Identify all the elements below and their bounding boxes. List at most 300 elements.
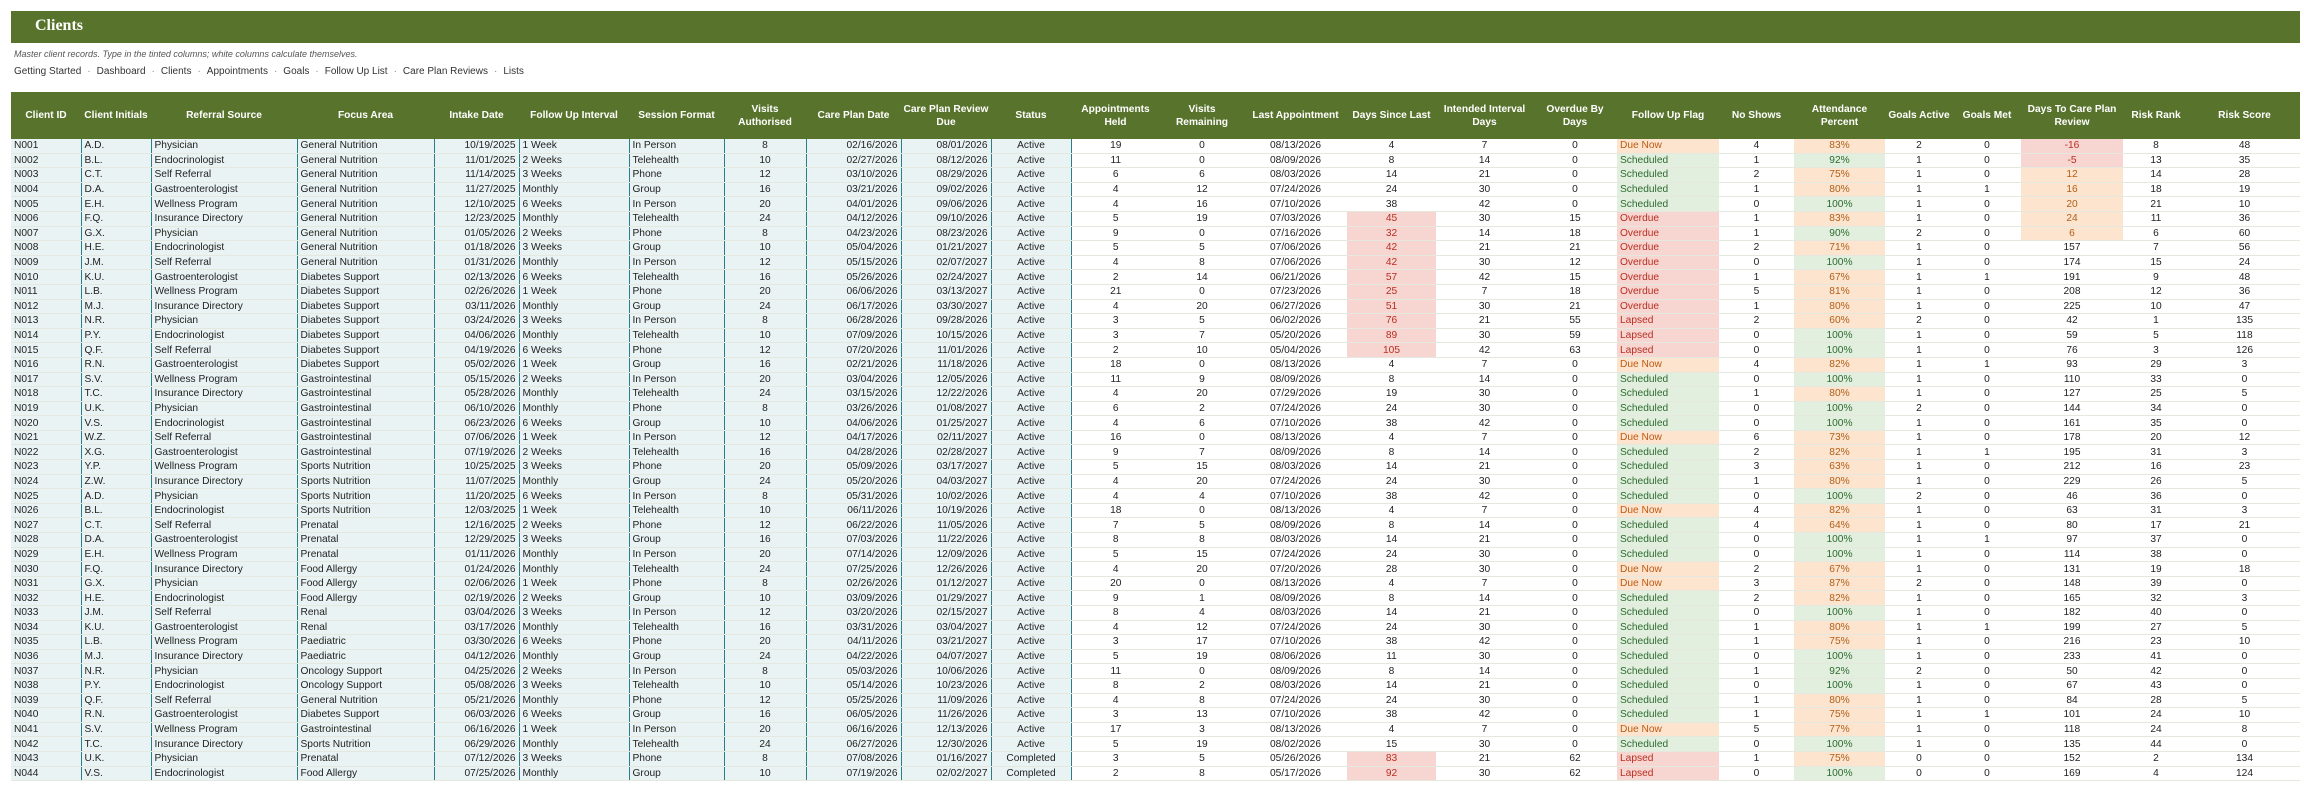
cell-care-plan-review-due[interactable]: 11/01/2026 <box>901 343 991 358</box>
cell-follow-up-interval[interactable]: 2 Weeks <box>519 445 629 460</box>
cell-client-id[interactable]: N034 <box>11 620 81 635</box>
cell-follow-up-interval[interactable]: 3 Weeks <box>519 751 629 766</box>
cell-follow-up-interval[interactable]: 6 Weeks <box>519 343 629 358</box>
cell-status[interactable]: Active <box>991 708 1071 723</box>
cell-visits-authorised[interactable]: 20 <box>724 722 806 737</box>
cell-follow-up-interval[interactable]: 1 Week <box>519 357 629 372</box>
cell-focus-area[interactable]: General Nutrition <box>297 211 434 226</box>
cell-focus-area[interactable]: Sports Nutrition <box>297 460 434 475</box>
cell-follow-up-interval[interactable]: 6 Weeks <box>519 708 629 723</box>
cell-visits-authorised[interactable]: 10 <box>724 153 806 168</box>
cell-session-format[interactable]: In Person <box>629 314 724 329</box>
cell-client-initials[interactable]: A.D. <box>81 139 151 153</box>
column-header-attendance-percent[interactable]: Attendance Percent <box>1794 92 1885 139</box>
cell-care-plan-date[interactable]: 02/26/2026 <box>806 576 901 591</box>
cell-intake-date[interactable]: 03/17/2026 <box>434 620 519 635</box>
cell-focus-area[interactable]: Gastrointestinal <box>297 416 434 431</box>
cell-care-plan-date[interactable]: 02/27/2026 <box>806 153 901 168</box>
cell-status[interactable]: Active <box>991 606 1071 621</box>
cell-follow-up-interval[interactable]: 3 Weeks <box>519 314 629 329</box>
cell-client-id[interactable]: N027 <box>11 518 81 533</box>
cell-session-format[interactable]: Group <box>629 474 724 489</box>
column-header-goals-met[interactable]: Goals Met <box>1953 92 2021 139</box>
cell-client-initials[interactable]: J.M. <box>81 606 151 621</box>
cell-referral-source[interactable]: Gastroenterologist <box>151 182 297 197</box>
cell-client-initials[interactable]: T.C. <box>81 737 151 752</box>
cell-visits-authorised[interactable]: 12 <box>724 518 806 533</box>
cell-intake-date[interactable]: 01/18/2026 <box>434 241 519 256</box>
cell-status[interactable]: Active <box>991 139 1071 153</box>
cell-client-id[interactable]: N008 <box>11 241 81 256</box>
cell-client-initials[interactable]: P.Y. <box>81 678 151 693</box>
cell-care-plan-date[interactable]: 06/06/2026 <box>806 284 901 299</box>
cell-client-initials[interactable]: Y.P. <box>81 460 151 475</box>
cell-care-plan-date[interactable]: 02/21/2026 <box>806 357 901 372</box>
cell-status[interactable]: Active <box>991 416 1071 431</box>
cell-focus-area[interactable]: Diabetes Support <box>297 357 434 372</box>
cell-referral-source[interactable]: Insurance Directory <box>151 649 297 664</box>
cell-client-id[interactable]: N009 <box>11 255 81 270</box>
column-header-visits-remaining[interactable]: Visits Remaining <box>1160 92 1244 139</box>
cell-client-initials[interactable]: T.C. <box>81 387 151 402</box>
cell-visits-authorised[interactable]: 20 <box>724 460 806 475</box>
cell-session-format[interactable]: Group <box>629 533 724 548</box>
cell-referral-source[interactable]: Physician <box>151 401 297 416</box>
cell-client-id[interactable]: N018 <box>11 387 81 402</box>
cell-referral-source[interactable]: Wellness Program <box>151 197 297 212</box>
cell-status[interactable]: Active <box>991 211 1071 226</box>
cell-referral-source[interactable]: Endocrinologist <box>151 416 297 431</box>
cell-referral-source[interactable]: Wellness Program <box>151 372 297 387</box>
cell-client-id[interactable]: N012 <box>11 299 81 314</box>
cell-focus-area[interactable]: Gastrointestinal <box>297 445 434 460</box>
cell-intake-date[interactable]: 02/13/2026 <box>434 270 519 285</box>
cell-status[interactable]: Active <box>991 664 1071 679</box>
column-header-client-id[interactable]: Client ID <box>11 92 81 139</box>
cell-client-id[interactable]: N042 <box>11 737 81 752</box>
cell-client-initials[interactable]: H.E. <box>81 241 151 256</box>
cell-care-plan-date[interactable]: 07/14/2026 <box>806 547 901 562</box>
cell-client-initials[interactable]: L.B. <box>81 284 151 299</box>
cell-intake-date[interactable]: 05/02/2026 <box>434 357 519 372</box>
cell-referral-source[interactable]: Self Referral <box>151 518 297 533</box>
cell-visits-authorised[interactable]: 8 <box>724 489 806 504</box>
cell-care-plan-review-due[interactable]: 03/30/2027 <box>901 299 991 314</box>
column-header-days-to-care-plan-review[interactable]: Days To Care Plan Review <box>2021 92 2123 139</box>
cell-status[interactable]: Active <box>991 620 1071 635</box>
cell-referral-source[interactable]: Endocrinologist <box>151 591 297 606</box>
cell-referral-source[interactable]: Endocrinologist <box>151 328 297 343</box>
cell-focus-area[interactable]: Gastrointestinal <box>297 401 434 416</box>
cell-visits-authorised[interactable]: 12 <box>724 255 806 270</box>
cell-client-initials[interactable]: F.Q. <box>81 211 151 226</box>
cell-intake-date[interactable]: 10/25/2025 <box>434 460 519 475</box>
cell-care-plan-date[interactable]: 06/05/2026 <box>806 708 901 723</box>
cell-care-plan-review-due[interactable]: 04/03/2027 <box>901 474 991 489</box>
cell-focus-area[interactable]: Diabetes Support <box>297 328 434 343</box>
cell-client-initials[interactable]: H.E. <box>81 591 151 606</box>
cell-care-plan-date[interactable]: 07/19/2026 <box>806 766 901 781</box>
cell-intake-date[interactable]: 06/23/2026 <box>434 416 519 431</box>
cell-session-format[interactable]: In Person <box>629 372 724 387</box>
cell-session-format[interactable]: Telehealth <box>629 562 724 577</box>
cell-referral-source[interactable]: Gastroenterologist <box>151 445 297 460</box>
cell-session-format[interactable]: In Person <box>629 664 724 679</box>
cell-referral-source[interactable]: Physician <box>151 751 297 766</box>
cell-intake-date[interactable]: 07/19/2026 <box>434 445 519 460</box>
cell-client-initials[interactable]: Q.F. <box>81 343 151 358</box>
column-header-follow-up-flag[interactable]: Follow Up Flag <box>1617 92 1719 139</box>
cell-client-id[interactable]: N015 <box>11 343 81 358</box>
cell-session-format[interactable]: Telehealth <box>629 503 724 518</box>
cell-session-format[interactable]: Group <box>629 649 724 664</box>
cell-intake-date[interactable]: 10/19/2025 <box>434 139 519 153</box>
cell-status[interactable]: Active <box>991 722 1071 737</box>
cell-care-plan-date[interactable]: 05/14/2026 <box>806 678 901 693</box>
cell-visits-authorised[interactable]: 10 <box>724 766 806 781</box>
cell-focus-area[interactable]: Food Allergy <box>297 591 434 606</box>
nav-link-follow-up-list[interactable]: Follow Up List <box>324 66 388 77</box>
column-header-intake-date[interactable]: Intake Date <box>434 92 519 139</box>
cell-client-initials[interactable]: C.T. <box>81 518 151 533</box>
cell-status[interactable]: Active <box>991 401 1071 416</box>
cell-referral-source[interactable]: Endocrinologist <box>151 241 297 256</box>
cell-intake-date[interactable]: 07/25/2026 <box>434 766 519 781</box>
cell-status[interactable]: Active <box>991 299 1071 314</box>
cell-client-id[interactable]: N011 <box>11 284 81 299</box>
cell-care-plan-date[interactable]: 04/11/2026 <box>806 635 901 650</box>
cell-follow-up-interval[interactable]: Monthly <box>519 620 629 635</box>
cell-session-format[interactable]: In Person <box>629 606 724 621</box>
cell-status[interactable]: Active <box>991 343 1071 358</box>
nav-link-lists[interactable]: Lists <box>503 66 524 77</box>
cell-client-initials[interactable]: Q.F. <box>81 693 151 708</box>
cell-client-id[interactable]: N013 <box>11 314 81 329</box>
cell-focus-area[interactable]: General Nutrition <box>297 182 434 197</box>
cell-client-id[interactable]: N025 <box>11 489 81 504</box>
cell-referral-source[interactable]: Wellness Program <box>151 547 297 562</box>
cell-status[interactable]: Active <box>991 576 1071 591</box>
cell-session-format[interactable]: Telehealth <box>629 328 724 343</box>
cell-status[interactable]: Active <box>991 430 1071 445</box>
cell-care-plan-date[interactable]: 05/04/2026 <box>806 241 901 256</box>
cell-intake-date[interactable]: 06/03/2026 <box>434 708 519 723</box>
cell-intake-date[interactable]: 04/19/2026 <box>434 343 519 358</box>
cell-client-initials[interactable]: S.V. <box>81 372 151 387</box>
cell-session-format[interactable]: In Person <box>629 430 724 445</box>
cell-visits-authorised[interactable]: 12 <box>724 343 806 358</box>
cell-client-initials[interactable]: B.L. <box>81 153 151 168</box>
cell-client-initials[interactable]: C.T. <box>81 168 151 183</box>
cell-visits-authorised[interactable]: 20 <box>724 547 806 562</box>
column-header-appointments-held[interactable]: Appointments Held <box>1071 92 1160 139</box>
cell-status[interactable]: Active <box>991 284 1071 299</box>
cell-client-initials[interactable]: E.H. <box>81 197 151 212</box>
cell-client-initials[interactable]: R.N. <box>81 708 151 723</box>
column-header-intended-interval-days[interactable]: Intended Interval Days <box>1436 92 1533 139</box>
cell-client-initials[interactable]: D.A. <box>81 182 151 197</box>
cell-care-plan-review-due[interactable]: 01/29/2027 <box>901 591 991 606</box>
cell-focus-area[interactable]: Paediatric <box>297 649 434 664</box>
cell-referral-source[interactable]: Endocrinologist <box>151 503 297 518</box>
cell-care-plan-review-due[interactable]: 01/25/2027 <box>901 416 991 431</box>
cell-care-plan-date[interactable]: 03/15/2026 <box>806 387 901 402</box>
cell-care-plan-date[interactable]: 05/09/2026 <box>806 460 901 475</box>
cell-client-id[interactable]: N004 <box>11 182 81 197</box>
cell-visits-authorised[interactable]: 20 <box>724 635 806 650</box>
cell-care-plan-review-due[interactable]: 08/01/2026 <box>901 139 991 153</box>
cell-status[interactable]: Active <box>991 182 1071 197</box>
cell-client-initials[interactable]: P.Y. <box>81 328 151 343</box>
cell-care-plan-date[interactable]: 04/22/2026 <box>806 649 901 664</box>
cell-follow-up-interval[interactable]: 2 Weeks <box>519 153 629 168</box>
cell-client-initials[interactable]: V.S. <box>81 416 151 431</box>
cell-visits-authorised[interactable]: 16 <box>724 270 806 285</box>
cell-referral-source[interactable]: Insurance Directory <box>151 562 297 577</box>
cell-care-plan-date[interactable]: 05/31/2026 <box>806 489 901 504</box>
cell-referral-source[interactable]: Self Referral <box>151 255 297 270</box>
cell-visits-authorised[interactable]: 12 <box>724 606 806 621</box>
cell-care-plan-review-due[interactable]: 03/21/2027 <box>901 635 991 650</box>
cell-visits-authorised[interactable]: 24 <box>724 649 806 664</box>
cell-visits-authorised[interactable]: 8 <box>724 314 806 329</box>
cell-referral-source[interactable]: Physician <box>151 489 297 504</box>
cell-visits-authorised[interactable]: 10 <box>724 241 806 256</box>
cell-intake-date[interactable]: 07/12/2026 <box>434 751 519 766</box>
cell-intake-date[interactable]: 03/04/2026 <box>434 606 519 621</box>
cell-follow-up-interval[interactable]: 1 Week <box>519 722 629 737</box>
cell-session-format[interactable]: Group <box>629 766 724 781</box>
column-header-risk-score[interactable]: Risk Score <box>2189 92 2300 139</box>
cell-visits-authorised[interactable]: 16 <box>724 533 806 548</box>
cell-care-plan-date[interactable]: 05/20/2026 <box>806 474 901 489</box>
cell-intake-date[interactable]: 03/30/2026 <box>434 635 519 650</box>
cell-status[interactable]: Active <box>991 562 1071 577</box>
column-header-overdue-by-days[interactable]: Overdue By Days <box>1533 92 1617 139</box>
cell-focus-area[interactable]: Diabetes Support <box>297 270 434 285</box>
column-header-status[interactable]: Status <box>991 92 1071 139</box>
cell-client-id[interactable]: N029 <box>11 547 81 562</box>
cell-intake-date[interactable]: 02/19/2026 <box>434 591 519 606</box>
cell-focus-area[interactable]: Sports Nutrition <box>297 474 434 489</box>
cell-visits-authorised[interactable]: 8 <box>724 401 806 416</box>
cell-care-plan-review-due[interactable]: 12/30/2026 <box>901 737 991 752</box>
cell-focus-area[interactable]: Sports Nutrition <box>297 489 434 504</box>
column-header-care-plan-date[interactable]: Care Plan Date <box>806 92 901 139</box>
cell-client-id[interactable]: N031 <box>11 576 81 591</box>
cell-intake-date[interactable]: 11/07/2025 <box>434 474 519 489</box>
cell-care-plan-review-due[interactable]: 10/23/2026 <box>901 678 991 693</box>
cell-referral-source[interactable]: Insurance Directory <box>151 474 297 489</box>
cell-care-plan-review-due[interactable]: 02/28/2027 <box>901 445 991 460</box>
column-header-no-shows[interactable]: No Shows <box>1719 92 1794 139</box>
cell-client-initials[interactable]: M.J. <box>81 649 151 664</box>
cell-visits-authorised[interactable]: 12 <box>724 430 806 445</box>
cell-focus-area[interactable]: Gastrointestinal <box>297 387 434 402</box>
cell-follow-up-interval[interactable]: 3 Weeks <box>519 168 629 183</box>
cell-follow-up-interval[interactable]: 6 Weeks <box>519 489 629 504</box>
cell-care-plan-date[interactable]: 03/04/2026 <box>806 372 901 387</box>
cell-care-plan-review-due[interactable]: 03/17/2027 <box>901 460 991 475</box>
cell-care-plan-date[interactable]: 06/11/2026 <box>806 503 901 518</box>
cell-visits-authorised[interactable]: 16 <box>724 445 806 460</box>
cell-session-format[interactable]: Group <box>629 241 724 256</box>
cell-intake-date[interactable]: 01/24/2026 <box>434 562 519 577</box>
cell-care-plan-review-due[interactable]: 04/07/2027 <box>901 649 991 664</box>
cell-focus-area[interactable]: General Nutrition <box>297 139 434 153</box>
cell-intake-date[interactable]: 12/10/2025 <box>434 197 519 212</box>
cell-care-plan-review-due[interactable]: 08/23/2026 <box>901 226 991 241</box>
cell-intake-date[interactable]: 05/15/2026 <box>434 372 519 387</box>
cell-session-format[interactable]: Telehealth <box>629 387 724 402</box>
cell-intake-date[interactable]: 06/16/2026 <box>434 722 519 737</box>
cell-client-initials[interactable]: G.X. <box>81 576 151 591</box>
cell-care-plan-review-due[interactable]: 01/16/2027 <box>901 751 991 766</box>
cell-follow-up-interval[interactable]: 1 Week <box>519 430 629 445</box>
cell-session-format[interactable]: Telehealth <box>629 153 724 168</box>
cell-care-plan-date[interactable]: 03/21/2026 <box>806 182 901 197</box>
cell-visits-authorised[interactable]: 12 <box>724 168 806 183</box>
cell-intake-date[interactable]: 04/25/2026 <box>434 664 519 679</box>
cell-client-id[interactable]: N032 <box>11 591 81 606</box>
cell-focus-area[interactable]: Diabetes Support <box>297 708 434 723</box>
cell-session-format[interactable]: Telehealth <box>629 737 724 752</box>
cell-intake-date[interactable]: 05/08/2026 <box>434 678 519 693</box>
cell-care-plan-date[interactable]: 05/03/2026 <box>806 664 901 679</box>
cell-focus-area[interactable]: Oncology Support <box>297 678 434 693</box>
cell-intake-date[interactable]: 02/26/2026 <box>434 284 519 299</box>
cell-follow-up-interval[interactable]: 2 Weeks <box>519 591 629 606</box>
cell-client-id[interactable]: N036 <box>11 649 81 664</box>
cell-intake-date[interactable]: 06/29/2026 <box>434 737 519 752</box>
cell-care-plan-date[interactable]: 05/25/2026 <box>806 693 901 708</box>
cell-follow-up-interval[interactable]: 1 Week <box>519 139 629 153</box>
cell-client-id[interactable]: N020 <box>11 416 81 431</box>
cell-focus-area[interactable]: General Nutrition <box>297 255 434 270</box>
cell-client-initials[interactable]: K.U. <box>81 620 151 635</box>
cell-care-plan-date[interactable]: 03/26/2026 <box>806 401 901 416</box>
cell-care-plan-date[interactable]: 07/20/2026 <box>806 343 901 358</box>
cell-visits-authorised[interactable]: 24 <box>724 387 806 402</box>
cell-client-id[interactable]: N039 <box>11 693 81 708</box>
cell-session-format[interactable]: Phone <box>629 751 724 766</box>
cell-status[interactable]: Active <box>991 460 1071 475</box>
cell-intake-date[interactable]: 11/14/2025 <box>434 168 519 183</box>
cell-follow-up-interval[interactable]: 6 Weeks <box>519 197 629 212</box>
cell-focus-area[interactable]: Prenatal <box>297 518 434 533</box>
cell-client-id[interactable]: N002 <box>11 153 81 168</box>
cell-client-initials[interactable]: N.R. <box>81 664 151 679</box>
cell-focus-area[interactable]: Gastrointestinal <box>297 722 434 737</box>
cell-status[interactable]: Active <box>991 372 1071 387</box>
cell-care-plan-date[interactable]: 06/22/2026 <box>806 518 901 533</box>
cell-client-initials[interactable]: W.Z. <box>81 430 151 445</box>
cell-client-id[interactable]: N041 <box>11 722 81 737</box>
cell-follow-up-interval[interactable]: Monthly <box>519 562 629 577</box>
column-header-risk-rank[interactable]: Risk Rank <box>2123 92 2189 139</box>
cell-referral-source[interactable]: Self Referral <box>151 606 297 621</box>
cell-care-plan-review-due[interactable]: 10/19/2026 <box>901 503 991 518</box>
cell-visits-authorised[interactable]: 24 <box>724 299 806 314</box>
cell-status[interactable]: Active <box>991 255 1071 270</box>
cell-client-id[interactable]: N014 <box>11 328 81 343</box>
cell-intake-date[interactable]: 05/28/2026 <box>434 387 519 402</box>
cell-focus-area[interactable]: Diabetes Support <box>297 314 434 329</box>
cell-visits-authorised[interactable]: 20 <box>724 197 806 212</box>
cell-intake-date[interactable]: 12/29/2025 <box>434 533 519 548</box>
cell-visits-authorised[interactable]: 20 <box>724 372 806 387</box>
cell-care-plan-date[interactable]: 06/17/2026 <box>806 299 901 314</box>
cell-care-plan-date[interactable]: 05/26/2026 <box>806 270 901 285</box>
cell-focus-area[interactable]: General Nutrition <box>297 226 434 241</box>
cell-client-initials[interactable]: K.U. <box>81 270 151 285</box>
cell-intake-date[interactable]: 12/03/2025 <box>434 503 519 518</box>
cell-focus-area[interactable]: Sports Nutrition <box>297 503 434 518</box>
cell-care-plan-date[interactable]: 06/28/2026 <box>806 314 901 329</box>
cell-care-plan-review-due[interactable]: 12/09/2026 <box>901 547 991 562</box>
cell-session-format[interactable]: In Person <box>629 547 724 562</box>
cell-care-plan-date[interactable]: 07/09/2026 <box>806 328 901 343</box>
cell-referral-source[interactable]: Endocrinologist <box>151 678 297 693</box>
cell-follow-up-interval[interactable]: 2 Weeks <box>519 664 629 679</box>
column-header-client-initials[interactable]: Client Initials <box>81 92 151 139</box>
cell-care-plan-review-due[interactable]: 12/05/2026 <box>901 372 991 387</box>
cell-referral-source[interactable]: Self Referral <box>151 693 297 708</box>
cell-referral-source[interactable]: Self Referral <box>151 343 297 358</box>
column-header-last-appointment[interactable]: Last Appointment <box>1244 92 1347 139</box>
cell-intake-date[interactable]: 07/06/2026 <box>434 430 519 445</box>
cell-referral-source[interactable]: Insurance Directory <box>151 737 297 752</box>
cell-visits-authorised[interactable]: 10 <box>724 678 806 693</box>
cell-follow-up-interval[interactable]: Monthly <box>519 299 629 314</box>
cell-care-plan-review-due[interactable]: 09/06/2026 <box>901 197 991 212</box>
cell-session-format[interactable]: Phone <box>629 284 724 299</box>
cell-care-plan-date[interactable]: 04/17/2026 <box>806 430 901 445</box>
cell-session-format[interactable]: Phone <box>629 226 724 241</box>
cell-care-plan-review-due[interactable]: 08/29/2026 <box>901 168 991 183</box>
cell-session-format[interactable]: Telehealth <box>629 270 724 285</box>
cell-session-format[interactable]: Phone <box>629 635 724 650</box>
cell-session-format[interactable]: In Person <box>629 197 724 212</box>
nav-link-appointments[interactable]: Appointments <box>206 66 268 77</box>
cell-intake-date[interactable]: 12/23/2025 <box>434 211 519 226</box>
cell-care-plan-date[interactable]: 03/09/2026 <box>806 591 901 606</box>
cell-care-plan-review-due[interactable]: 11/18/2026 <box>901 357 991 372</box>
cell-care-plan-date[interactable]: 07/25/2026 <box>806 562 901 577</box>
cell-status[interactable]: Completed <box>991 766 1071 781</box>
cell-care-plan-date[interactable]: 04/28/2026 <box>806 445 901 460</box>
cell-follow-up-interval[interactable]: Monthly <box>519 693 629 708</box>
cell-care-plan-review-due[interactable]: 03/04/2027 <box>901 620 991 635</box>
cell-follow-up-interval[interactable]: 1 Week <box>519 576 629 591</box>
cell-care-plan-date[interactable]: 02/16/2026 <box>806 139 901 153</box>
cell-follow-up-interval[interactable]: 3 Weeks <box>519 241 629 256</box>
cell-session-format[interactable]: Phone <box>629 460 724 475</box>
cell-focus-area[interactable]: General Nutrition <box>297 241 434 256</box>
cell-care-plan-review-due[interactable]: 11/05/2026 <box>901 518 991 533</box>
cell-client-initials[interactable]: R.N. <box>81 357 151 372</box>
cell-follow-up-interval[interactable]: Monthly <box>519 328 629 343</box>
cell-client-initials[interactable]: S.V. <box>81 722 151 737</box>
cell-status[interactable]: Active <box>991 635 1071 650</box>
cell-client-id[interactable]: N024 <box>11 474 81 489</box>
cell-client-initials[interactable]: E.H. <box>81 547 151 562</box>
cell-client-id[interactable]: N017 <box>11 372 81 387</box>
cell-intake-date[interactable]: 11/27/2025 <box>434 182 519 197</box>
cell-session-format[interactable]: Group <box>629 708 724 723</box>
cell-focus-area[interactable]: Diabetes Support <box>297 284 434 299</box>
cell-client-initials[interactable]: N.R. <box>81 314 151 329</box>
